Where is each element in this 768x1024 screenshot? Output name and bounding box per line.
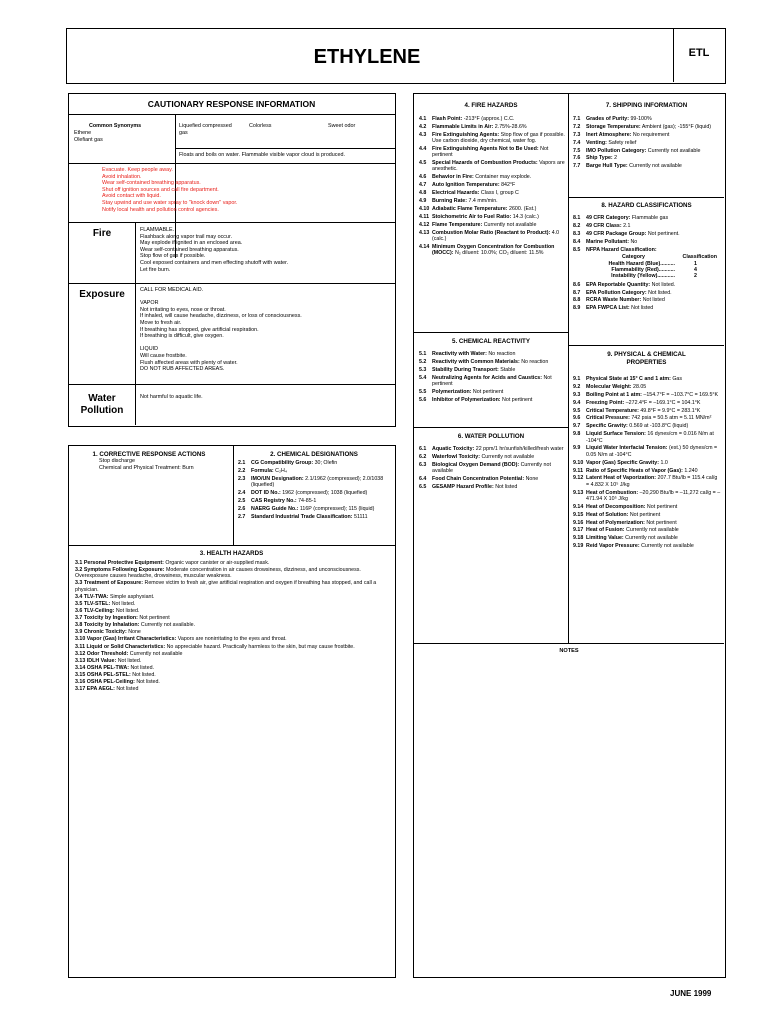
exposure-line: If breathing has stopped, give artificial respiration.	[140, 326, 259, 333]
list-item: 9.17 Heat of Fusion: Currently not available	[573, 527, 679, 534]
left-lower-box	[68, 445, 396, 978]
chemical-reactivity-list	[419, 351, 565, 405]
list-item: 9.1 Physical State at 15° C and 1 atm: Gas	[573, 376, 683, 382]
list-item: 9.16 Heat of Polymerization: Not pertinent	[573, 519, 677, 526]
synonym-1: Ethene	[74, 130, 92, 136]
list-item: 2.4 DOT ID No.: 1962 (compressed); 1038 (liquefied)	[238, 489, 368, 496]
list-item: 9.14 Heat of Decomposition: Not pertinent	[573, 503, 678, 510]
list-item: 4.12 Flame Temperature: Currently not available	[419, 221, 537, 228]
list-item: 8.3 49 CFR Package Group: Not pertinent.	[573, 230, 680, 237]
fire-line: Wear self-contained breathing apparatus.	[140, 246, 239, 253]
list-item: 3.7 Toxicity by Ingestion: Not pertinent	[75, 615, 170, 622]
list-item: 7.2 Storage Temperature: Ambient (gas); -155°F (liquid)	[573, 123, 712, 130]
footer-date: JUNE 1999	[670, 989, 712, 998]
list-item: 5.1 Reactivity with Water: No reaction	[419, 351, 516, 357]
list-item: 6.1 Aquatic Toxicity: 22 ppm/1 hr/sunfish/killed/fresh water	[419, 446, 564, 452]
list-item: 4.10 Adiabatic Flame Temperature: 2600. (Est.)	[419, 205, 537, 212]
water-pollution-list	[419, 446, 565, 492]
table-row: Flammability (Red)........... 4	[611, 267, 697, 274]
list-item: 3.8 Toxicity by Inhalation: Currently not available.	[75, 622, 196, 629]
physical-heading-line: 9. PHYSICAL & CHEMICAL	[607, 351, 686, 358]
list-item: 8.5 NFPA Hazard Classification:	[573, 246, 657, 253]
fire-line: Cool exposed containers and men effecting shutoff with water.	[140, 259, 289, 266]
list-item: 9.10 Vapor (Gas) Specific Gravity: 1.0	[573, 459, 668, 466]
warning-line: Avoid inhalation.	[102, 173, 142, 180]
list-item: 5.4 Neutralizing Agents for Acids and Caustics: Not pertinent	[419, 374, 552, 387]
page-title: ETHYLENE	[313, 46, 421, 68]
list-item: 5.3 Stability During Transport: Stable	[419, 366, 516, 373]
corrective-heading: 1. CORRECTIVE RESPONSE ACTIONS	[92, 451, 206, 458]
exposure-label: Exposure	[79, 289, 125, 300]
list-item: 9.13 Heat of Combustion: –20,290 Btu/lb = –11,272 cal/g = –471.94 X 10⁵ J/kg	[573, 489, 721, 502]
list-item: 3.4 TLV-TWA: Simple asphyxiant.	[75, 593, 155, 600]
shipping-list	[573, 116, 721, 171]
fire-hazards-list	[419, 116, 565, 258]
list-item: 3.17 EPA AEGL: Not listed	[75, 686, 139, 693]
list-item: 5.2 Reactivity with Common Materials: No reaction	[419, 358, 549, 365]
list-item: 4.2 Flammable Limits in Air: 2.75%-28.6%	[419, 123, 527, 130]
list-item: 3.9 Chronic Toxicity: None	[75, 629, 141, 636]
exposure-line: VAPOR	[140, 300, 159, 307]
list-item: 2.6 NAERG Guide No.: 116P (compressed); 115 (liquid)	[238, 505, 375, 512]
list-item: 3.12 Odor Threshold: Currently not available	[75, 650, 183, 657]
fire-line: Let fire burn.	[140, 266, 171, 273]
exposure-line: CALL FOR MEDICAL AID.	[140, 287, 204, 293]
list-item: 9.3 Boiling Point at 1 atm: –154.7°F = –103.7°C = 169.5°K	[573, 391, 719, 398]
list-item: 5.6 Inhibitor of Polymerization: Not pertinent	[419, 396, 533, 403]
list-item: 3.10 Vapor (Gas) Irritant Characteristics: Vapors are nonirritating to the eyes and throat.	[75, 636, 287, 643]
list-item: 4.3 Fire Extinguishing Agents: Stop flow of gas if possible. Use carbon dioxide, dry chemical, water fog.	[419, 131, 565, 145]
pollution-label-line: Pollution	[80, 405, 124, 416]
warning-line: Stay upwind and use water spray to "knock down" vapor.	[102, 199, 238, 206]
exposure-line: DO NOT RUB AFFECTED AREAS.	[140, 366, 225, 373]
fire-label: Fire	[92, 228, 112, 239]
physical-form: Liquefied compressed gas	[179, 123, 232, 136]
corrective-lines	[99, 458, 194, 471]
list-item: 3.5 TLV-STEL: Not listed.	[75, 600, 136, 607]
list-item: 4.6 Behavior in Fire: Container may explode.	[419, 174, 532, 181]
physical-heading-line: PROPERTIES	[626, 359, 667, 366]
corrective-line: Chemical and Physical Treatment: Burn	[99, 464, 194, 471]
list-item: 8.2 49 CFR Class: 2.1	[573, 222, 631, 229]
list-item: 8.7 EPA Pollution Category: Not listed.	[573, 289, 672, 296]
list-item: 4.13 Combustion Molar Ratio (Reactant to Product): 4.0 (calc.)	[419, 229, 560, 242]
exposure-line: Will cause frostbite.	[140, 352, 187, 359]
list-item: 2.7 Standard Industrial Trade Classification: 51111	[238, 513, 368, 520]
list-item: 2.2 Formula: C₂H₄	[238, 467, 288, 474]
water-label-line: Water	[88, 393, 116, 404]
water-pollution-heading: 6. WATER POLLUTION	[457, 433, 525, 440]
list-item: 9.5 Critical Temperature: 49.8°F = 9.9°C = 283.1°K	[573, 407, 701, 414]
water-pollution-text: Not harmful to aquatic life.	[140, 394, 203, 400]
list-item: 7.6 Ship Type: 2	[573, 155, 618, 162]
list-item: 9.6 Critical Pressure: 742 psia = 50.5 atm = 5.11 MN/m²	[573, 415, 712, 422]
health-hazards-list	[75, 560, 389, 693]
list-item: 3.13 IDLH Value: Not listed.	[75, 657, 142, 664]
list-item: 4.14 Minimum Oxygen Concentration for Combustion (MOCC): N₂ diluent: 10.0%; CO₂ diluent: 11.5%	[419, 243, 555, 257]
list-item: 6.5 GESAMP Hazard Profile: Not listed	[419, 483, 518, 490]
exposure-line: Move to fresh air.	[140, 319, 182, 326]
notes-heading: NOTES	[559, 648, 579, 654]
physical-properties-heading	[569, 351, 724, 367]
warning-list	[102, 167, 237, 213]
list-item: 2.5 CAS Registry No.: 74-85-1	[238, 497, 317, 504]
table-row: Health Hazard (Blue).......... 1	[608, 260, 697, 267]
list-item: 8.4 Marine Pollutant: No	[573, 238, 638, 245]
list-item: 3.1 Personal Protective Equipment: Organic vapor canister or air-supplied mask.	[75, 560, 270, 566]
list-item: 7.5 IMO Pollution Category: Currently not available	[573, 147, 701, 154]
list-item: 2.1 CG Compatibility Group: 30; Olefin	[238, 460, 338, 466]
exposure-line: Not irritating to eyes, nose or throat.	[140, 306, 226, 313]
list-item: 4.4 Fire Extinguishing Agents Not to Be Used: Not pertinent	[419, 145, 549, 159]
chemical-designations-heading: 2. CHEMICAL DESIGNATIONS	[270, 451, 358, 458]
fire-line: FLAMMABLE.	[140, 227, 175, 233]
list-item: 5.5 Polymerization: Not pertinent	[419, 388, 504, 395]
nfpa-table	[573, 254, 721, 279]
list-item: 4.11 Stoichometric Air to Fuel Ratio: 14.3 (calc.)	[419, 213, 539, 220]
cautionary-response-box	[68, 93, 396, 427]
list-item: 6.4 Food Chain Concentration Potential: None	[419, 475, 539, 482]
list-item: 2.3 IMO/UN Designation: 2.1/1962 (compressed); 2.0/1038 (liquefied)	[238, 475, 384, 489]
warning-line: Evacuate. Keep people away.	[102, 167, 173, 173]
list-item: 9.2 Molecular Weight: 28.05	[573, 383, 647, 390]
list-item: 9.18 Limiting Value: Currently not available	[573, 535, 678, 542]
chemical-designations-list	[238, 460, 391, 522]
list-item: 4.9 Burning Rate: 7.4 mm/min.	[419, 198, 498, 205]
list-item: 7.3 Inert Atmosphere: No requirement	[573, 131, 670, 138]
list-item: 3.16 OSHA PEL-Ceiling: Not listed.	[75, 679, 160, 685]
health-hazards-heading: 3. HEALTH HAZARDS	[199, 550, 264, 557]
table-row: Instability (Yellow)............ 2	[611, 273, 697, 280]
list-item: 7.1 Grades of Purity: 99-100%	[573, 116, 652, 122]
hazard-class-heading: 8. HAZARD CLASSIFICATIONS	[601, 202, 692, 209]
list-item: 3.11 Liquid or Solid Characteristics: No appreciable hazard. Practically harmless to the skin, but may cause frostbite.	[75, 643, 355, 650]
list-item: 3.15 OSHA PEL-STEL: Not listed.	[75, 671, 156, 678]
fire-line: Flashback along vapor trail may occur.	[140, 233, 232, 240]
physical-properties-list	[573, 376, 721, 551]
list-item: 9.7 Specific Gravity: 0.569 at -103.8°C (liquid)	[573, 423, 689, 430]
exposure-instructions	[140, 287, 302, 373]
warning-line: Avoid contact with liquid.	[102, 193, 161, 200]
chemical-code: ETL	[688, 47, 710, 59]
fire-line: Stop flow of gas if possible.	[140, 253, 206, 260]
list-item: 8.9 EPA FWPCA List: Not listed	[573, 305, 654, 312]
list-item: 3.2 Symptoms Following Exposure: Moderate concentration in air causes drowsiness, dizziness, and unconsciousness. Overexposure causes headache, drowsiness, muscular weakness.	[75, 567, 361, 580]
right-main-box	[413, 93, 726, 978]
fire-hazards-heading: 4. FIRE HAZARDS	[464, 102, 518, 109]
shipping-heading: 7. SHIPPING INFORMATION	[605, 102, 688, 109]
exposure-line: LIQUID	[140, 346, 158, 353]
list-item: 8.1 49 CFR Category: Flammable gas	[573, 215, 669, 221]
physical-odor: Sweet odor	[328, 123, 356, 129]
synonym-2: Olefiant gas	[74, 137, 103, 143]
list-item: 4.8 Electrical Hazards: Class I, group C	[419, 190, 519, 197]
list-item: 4.7 Auto Ignition Temperature: 842°F	[419, 182, 516, 189]
nfpa-table-header: Category Classification	[622, 254, 717, 261]
list-item: 3.3 Treatment of Exposure: Remove victim to fresh air, give artificial respiration and oxygen if breathing has stopped, and call a physician.	[75, 580, 377, 593]
warning-line: Shut off ignition sources and call fire department.	[102, 186, 219, 193]
fire-instructions	[140, 227, 288, 273]
exposure-line: Flush affected areas with plenty of water.	[140, 359, 238, 366]
hazard-class-list	[573, 215, 721, 313]
warning-line: Wear self-contained breathing apparatus.	[102, 180, 201, 187]
list-item: 4.5 Special Hazards of Combustion Products: Vapors are anesthetic.	[419, 160, 565, 173]
list-item: 9.15 Heat of Solution: Not pertinent	[573, 511, 661, 518]
list-item: 9.4 Freezing Point: –272.4°F = –169.1°C = 104.1°K	[573, 399, 701, 406]
cautionary-heading: CAUTIONARY RESPONSE INFORMATION	[147, 99, 316, 109]
list-item: 9.12 Latent Heat of Vaporization: 207.7 Btu/lb = 115.4 cal/g = 4.832 X 10⁵ J/kg	[573, 475, 718, 488]
water-pollution-label	[69, 393, 135, 417]
synonyms-label: Common Synonyms	[89, 123, 142, 129]
title-box	[66, 28, 726, 84]
fire-line: May explode if ignited in an enclosed area.	[140, 240, 243, 247]
list-item: 6.3 Biological Oxygen Demand (BOD): Currently not available	[419, 461, 551, 475]
exposure-line: If breathing is difficult, give oxygen.	[140, 333, 224, 340]
exposure-line: If inhaled, will cause headache, dizziness, or loss of consciousness.	[140, 313, 302, 320]
list-item: 8.6 EPA Reportable Quantity: Not listed.	[573, 281, 676, 288]
list-item: 9.9 Liquid Water Interfacial Tension: (est.) 50 dynes/cm = 0.05 N/m at -104°C	[573, 445, 718, 458]
physical-color: Colorless	[249, 123, 272, 129]
list-item: 9.8 Liquid Surface Tension: 16 dynes/cm = 0.016 N/m at -104°C	[573, 431, 714, 444]
list-item: 3.14 OSHA PEL-TWA: Not listed.	[75, 664, 155, 671]
list-item: 7.7 Barge Hull Type: Currently not available	[573, 163, 682, 170]
list-item: 6.2 Waterfowl Toxicity: Currently not available	[419, 453, 535, 460]
list-item: 7.4 Venting: Safety relief	[573, 139, 637, 146]
chemical-reactivity-heading: 5. CHEMICAL REACTIVITY	[452, 338, 530, 345]
list-item: 8.8 RCRA Waste Number: Not listed	[573, 297, 665, 304]
corrective-line: Stop discharge	[99, 458, 135, 464]
floats-description: Floats and boils on water. Flammable visible vapor cloud is produced.	[179, 152, 345, 158]
list-item: 9.11 Ratio of Specific Heats of Vapor (Gas): 1.240	[573, 467, 698, 474]
list-item: 9.19 Reid Vapor Pressure: Currently not available	[573, 543, 694, 550]
list-item: 4.1 Flash Point: -213°F (approx.) C.C.	[419, 116, 515, 122]
warning-line: Notify local health and pollution control agencies.	[102, 206, 219, 213]
list-item: 3.6 TLV-Ceiling: Not listed.	[75, 608, 140, 615]
